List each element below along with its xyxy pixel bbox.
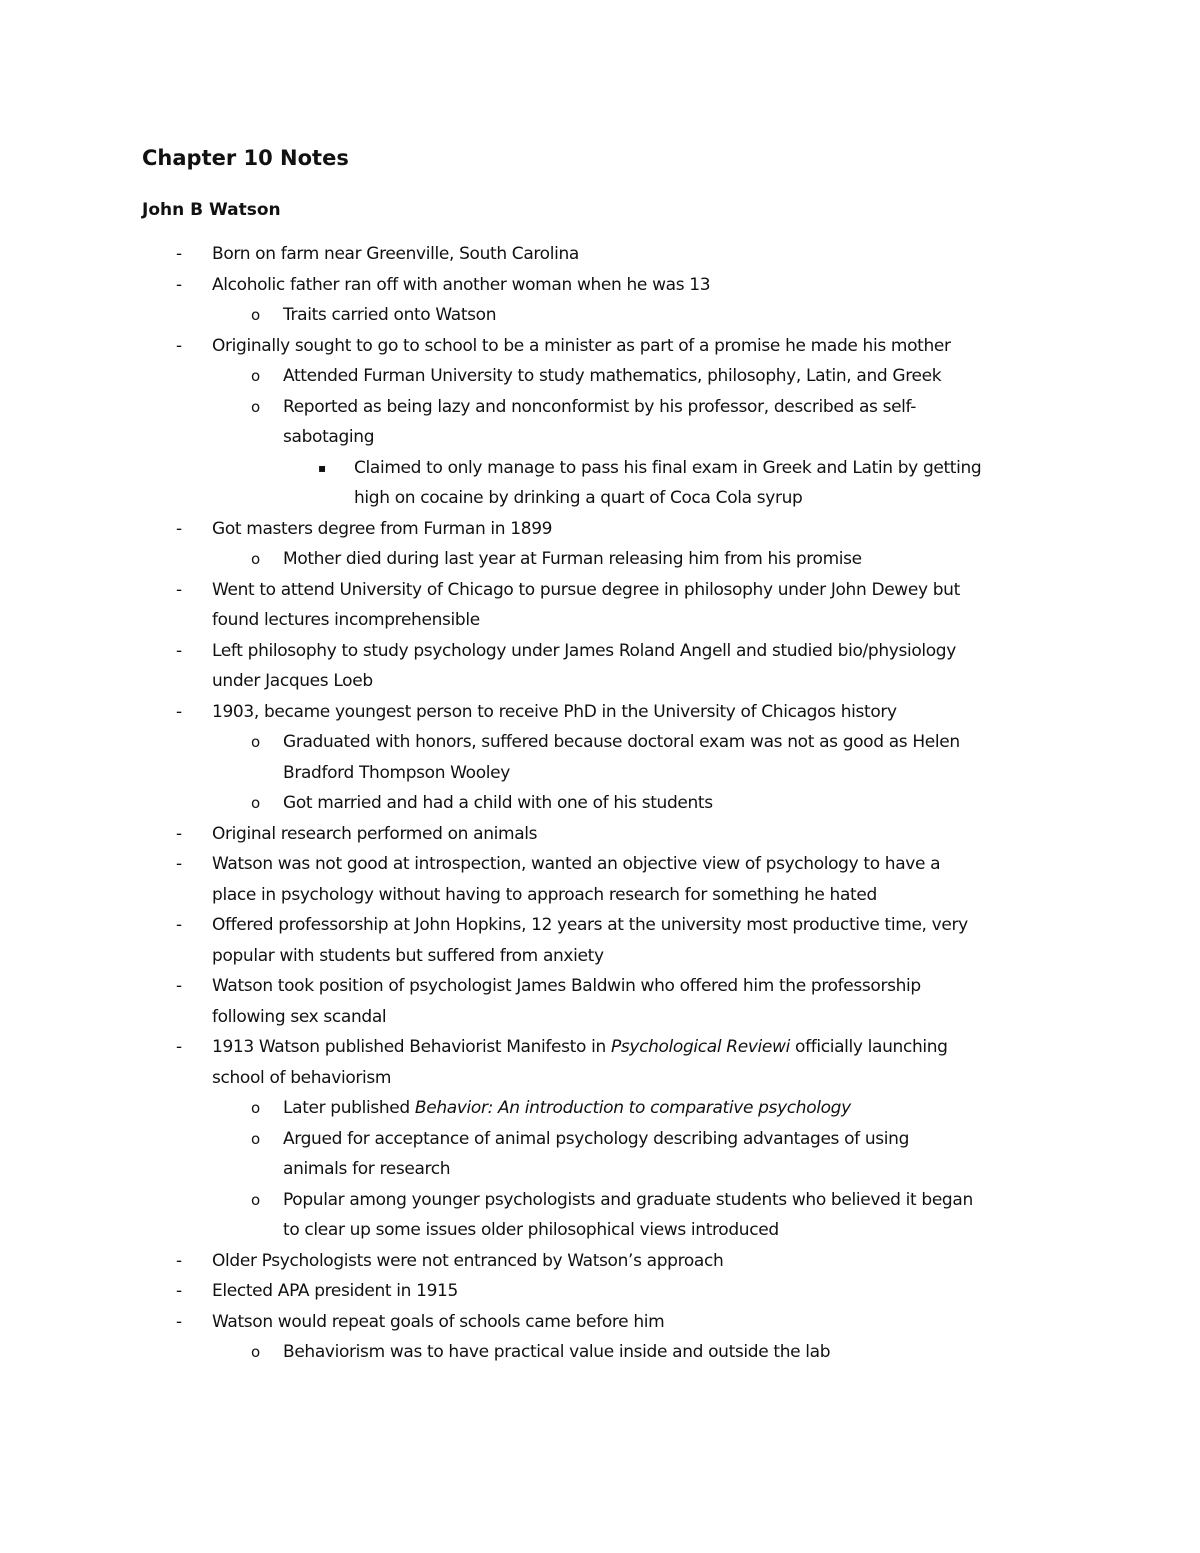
- list-item: [0, 1246, 1200, 1277]
- sub-list-item: [0, 300, 1200, 331]
- text-line: [283, 1093, 1063, 1124]
- list-item-text: [283, 361, 1063, 392]
- text-line: place in psychology without having to approach research for something he hated: [212, 884, 877, 905]
- list-item: [0, 1307, 1200, 1338]
- circle-bullet: o: [251, 1129, 260, 1148]
- list-item: [0, 971, 1200, 1032]
- list-item-text: [283, 1093, 1063, 1124]
- text-line: school of behaviorism: [212, 1067, 392, 1088]
- list-item: [0, 514, 1200, 545]
- dash-bullet: -: [176, 579, 182, 600]
- text-line: popular with students but suffered from anxiety: [212, 945, 604, 966]
- circle-bullet: o: [251, 1343, 260, 1361]
- text-line: Born on farm near Greenville, South Carolina: [212, 244, 579, 264]
- text-line: Watson would repeat goals of schools came before him: [212, 1311, 665, 1332]
- list-item-text: [283, 300, 1063, 331]
- list-item-text: [212, 1246, 1062, 1277]
- text-line: Older Psychologists were not entranced by Watson’s approach: [212, 1250, 724, 1271]
- sub-list-item: [0, 392, 1200, 453]
- dash-bullet: -: [176, 854, 182, 874]
- list-item: [0, 819, 1200, 850]
- circle-bullet: o: [251, 733, 260, 751]
- text-line: Original research performed on animals: [212, 823, 538, 844]
- dash-bullet: -: [176, 823, 182, 844]
- text-line: Offered professorship at John Hopkins, 12 years at the university most productive time, very: [212, 915, 968, 935]
- list-item-text: [212, 697, 1062, 728]
- circle-bullet: o: [251, 794, 260, 812]
- square-bullet: ▪: [318, 460, 326, 475]
- list-item-text: [283, 727, 1063, 788]
- text-line: Watson took position of psychologist James Baldwin who offered him the professorship: [212, 976, 921, 996]
- sub-list-item: [0, 1124, 1200, 1185]
- list-item-text: [354, 453, 1064, 514]
- sub-list-item: [0, 544, 1200, 575]
- text-line: Attended Furman University to study mathematics, philosophy, Latin, and Greek: [283, 366, 942, 386]
- text-line: sabotaging: [283, 427, 375, 447]
- list-item-text: [283, 1185, 1063, 1246]
- sub-list-item: [0, 1337, 1200, 1368]
- section-heading: John B Watson: [142, 200, 281, 220]
- dash-bullet: -: [176, 1250, 182, 1271]
- text-segment: officially launching: [789, 1037, 948, 1057]
- list-item-text: [283, 392, 1063, 453]
- dash-bullet: -: [176, 335, 182, 356]
- list-item-text: [212, 636, 1062, 697]
- dash-bullet: -: [176, 1281, 182, 1301]
- dash-bullet: -: [176, 518, 182, 539]
- list-item-text: [283, 788, 1063, 819]
- sub-list-item: [0, 1185, 1200, 1246]
- list-item: [0, 575, 1200, 636]
- text-segment: Later published: [283, 1098, 415, 1118]
- dash-bullet: -: [176, 1311, 182, 1332]
- list-item-text: [212, 849, 1062, 910]
- circle-bullet: o: [251, 306, 260, 324]
- text-line: Behaviorism was to have practical value inside and outside the lab: [283, 1342, 831, 1362]
- dash-bullet: -: [176, 1037, 182, 1057]
- text-line: animals for research: [283, 1159, 451, 1179]
- list-item: [0, 849, 1200, 910]
- circle-bullet: o: [251, 1099, 260, 1117]
- text-line: to clear up some issues older philosophical views introduced: [283, 1220, 779, 1240]
- list-item: [0, 697, 1200, 728]
- list-item: [0, 1276, 1200, 1307]
- text-line: high on cocaine by drinking a quart of Coca Cola syrup: [354, 488, 803, 508]
- text-line: Argued for acceptance of animal psychology describing advantages of using: [283, 1128, 910, 1149]
- list-item-text: [283, 1337, 1063, 1368]
- list-item-text: [212, 1307, 1062, 1338]
- text-line: 1903, became youngest person to receive PhD in the University of Chicagos history: [212, 701, 897, 722]
- journal-title: Psychological Reviewi: [610, 1037, 790, 1057]
- text-line: Popular among younger psychologists and graduate students who believed it began: [283, 1189, 973, 1210]
- list-item: [0, 270, 1200, 301]
- list-item-text: [212, 514, 1062, 545]
- text-line: Elected APA president in 1915: [212, 1281, 458, 1301]
- dash-bullet: -: [176, 274, 182, 295]
- list-item-text: [212, 575, 1062, 636]
- sub-list-item: [0, 361, 1200, 392]
- text-line: Reported as being lazy and nonconformist by his professor, described as self-: [283, 396, 917, 417]
- text-line: following sex scandal: [212, 1006, 387, 1027]
- text-line: found lectures incomprehensible: [212, 610, 480, 630]
- list-item-text: [212, 819, 1062, 850]
- list-item: [0, 636, 1200, 697]
- sub-list-item: [0, 788, 1200, 819]
- circle-bullet: o: [251, 550, 260, 568]
- text-line: Got married and had a child with one of his students: [283, 793, 713, 813]
- text-segment: 1913 Watson published Behaviorist Manifesto in: [212, 1037, 611, 1057]
- text-line: Graduated with honors, suffered because doctoral exam was not as good as Helen: [283, 732, 960, 752]
- list-item-text: [283, 544, 1063, 575]
- text-line: Bradford Thompson Wooley: [283, 762, 510, 783]
- list-item-text: [212, 971, 1062, 1032]
- list-item-text: [212, 331, 1062, 362]
- dash-bullet: -: [176, 244, 182, 264]
- sub-list-item: [0, 727, 1200, 788]
- text-line: [212, 1032, 1062, 1063]
- text-line: under Jacques Loeb: [212, 671, 373, 691]
- dash-bullet: -: [176, 701, 182, 722]
- dash-bullet: -: [176, 976, 182, 996]
- circle-bullet: o: [251, 367, 260, 385]
- book-title: Behavior: An introduction to comparative psychology: [414, 1098, 851, 1118]
- list-item-text: [212, 239, 1062, 270]
- list-item: [0, 910, 1200, 971]
- notes-list: [0, 239, 1200, 1368]
- sub-sub-list-item: [0, 453, 1200, 514]
- circle-bullet: o: [251, 397, 260, 416]
- page-title: Chapter 10 Notes: [142, 146, 349, 170]
- text-line: Originally sought to go to school to be a minister as part of a promise he made his mother: [212, 335, 951, 356]
- list-item-text: [212, 1276, 1062, 1307]
- text-line: Watson was not good at introspection, wanted an objective view of psychology to have a: [212, 854, 941, 874]
- text-line: Alcoholic father ran off with another woman when he was 13: [212, 274, 711, 295]
- text-line: Got masters degree from Furman in 1899: [212, 518, 553, 539]
- text-line: Went to attend University of Chicago to pursue degree in philosophy under John Dewey but: [212, 579, 960, 600]
- list-item: [0, 239, 1200, 270]
- dash-bullet: -: [176, 915, 182, 935]
- dash-bullet: -: [176, 640, 182, 661]
- list-item-text: [283, 1124, 1063, 1185]
- text-line: Mother died during last year at Furman releasing him from his promise: [283, 549, 862, 569]
- text-line: Claimed to only manage to pass his final exam in Greek and Latin by getting: [354, 457, 982, 478]
- text-line: Traits carried onto Watson: [283, 305, 497, 325]
- circle-bullet: o: [251, 1190, 260, 1209]
- list-item: [0, 1032, 1200, 1093]
- list-item-text: [212, 910, 1062, 971]
- list-item-text: [212, 270, 1062, 301]
- list-item: [0, 331, 1200, 362]
- text-line: Left philosophy to study psychology under James Roland Angell and studied bio/physiology: [212, 640, 956, 661]
- sub-list-item: [0, 1093, 1200, 1124]
- list-item-text: [212, 1032, 1062, 1093]
